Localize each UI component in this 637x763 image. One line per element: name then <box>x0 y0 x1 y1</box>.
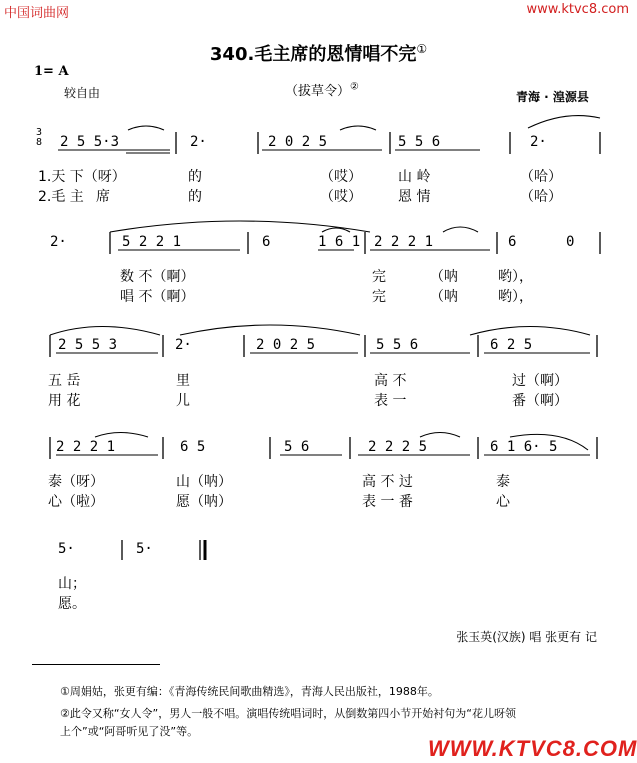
performer-credit: 张玉英(汉族) 唱 张更有 记 <box>456 630 597 644</box>
system-5-lyrics-verse-1 <box>0 573 637 593</box>
system-2-notes <box>0 234 637 256</box>
measure: 6 <box>508 234 517 250</box>
footnote-2: ②此令又称“女人令”，男人一般不唱。演唱传统唱词时，从倒数第四小节开始衬句为“花儿呀领 <box>60 707 516 720</box>
watermark-site-name: 中国词曲网 <box>4 6 70 21</box>
measure: 2 2 2 1 <box>56 439 116 455</box>
title-footnote-mark: ① <box>416 42 428 56</box>
system-1-notes <box>0 127 637 156</box>
lyric: 泰 <box>496 474 510 490</box>
lyric: 五 岳 <box>48 373 81 389</box>
lyric: 高 不 <box>374 373 407 389</box>
lyric: （哎） <box>320 189 362 205</box>
lyric: 哟）， <box>498 269 533 285</box>
lyric: （哈） <box>520 189 562 205</box>
system-1-lyrics-verse-1 <box>0 166 637 186</box>
lyric: （呐 <box>430 289 458 305</box>
lyric: 番（啊） <box>512 393 568 409</box>
qupai-text: （拔草令） <box>285 84 351 99</box>
lyric: 山（呐） <box>176 474 232 490</box>
lyric: 儿 <box>176 393 190 409</box>
footnote-1: ①周娟姑，张更有编：《青海传统民间歌曲精选》，青海人民出版社，1988年。 <box>60 685 439 698</box>
system-4-lyrics-verse-1 <box>0 471 637 491</box>
lyric: 心 <box>496 494 510 510</box>
measure: 0 <box>566 234 575 250</box>
qupai-footnote-mark: ② <box>350 81 359 93</box>
system-3-lyrics-verse-1 <box>0 370 637 390</box>
lyric: （呐 <box>430 269 458 285</box>
lyric: 2.毛 主 <box>38 189 84 205</box>
time-signature-bottom: 8 <box>36 137 43 148</box>
lyric: 席 <box>96 189 110 205</box>
lyric: 的 <box>188 169 202 185</box>
lyric: 山 岭 <box>398 169 431 185</box>
region-label: 青海 · 湟源县 <box>516 90 589 104</box>
time-signature <box>36 128 42 148</box>
tempo-marking: 较自由 <box>64 86 101 100</box>
measure: 2 0 2 5 <box>268 134 328 150</box>
measure: 2 2 2 1 <box>374 234 434 250</box>
measure: 2· <box>530 134 547 150</box>
measure: 2 0 2 5 <box>256 337 316 353</box>
lyric: 表 一 <box>374 393 407 409</box>
watermark-url: www.ktvc8.com <box>526 2 629 17</box>
lyric: 完 <box>372 289 386 305</box>
lyric: 过（啊） <box>512 373 568 389</box>
system-3-lyrics-verse-2 <box>0 390 637 410</box>
measure: 5 5 6 <box>398 134 441 150</box>
lyric: （哈） <box>520 169 562 185</box>
measure: 5 2 2 1 <box>122 234 182 250</box>
measure: 6 2 5 <box>490 337 533 353</box>
lyric: 里 <box>176 373 190 389</box>
measure: 2· <box>50 234 67 250</box>
measure: 5· <box>136 541 153 557</box>
key-signature: 1= A <box>34 64 69 79</box>
measure: 5· <box>58 541 75 557</box>
song-title-text: 340.毛主席的恩情唱不完 <box>209 44 417 65</box>
lyric: 1.天 下（呀） <box>38 169 126 185</box>
lyric: 的 <box>188 189 202 205</box>
lyric: 数 不（啊） <box>120 269 195 285</box>
measure: 2 5 5 3 <box>58 337 118 353</box>
measure: 6 5 <box>180 439 206 455</box>
lyric: 愿。 <box>58 596 86 612</box>
measure: 2 5 5·3 <box>60 134 120 150</box>
system-1-lyrics-verse-2 <box>0 186 637 206</box>
lyric: 完 <box>372 269 386 285</box>
footnote-divider <box>32 664 160 665</box>
measure: 2 2 2 5 <box>368 439 428 455</box>
lyric: 高 不 过 <box>362 474 413 490</box>
lyric: 哟）， <box>498 289 533 305</box>
system-4-notes <box>0 439 637 461</box>
watermark-url-bottom: WWW.KTVC8.COM <box>428 736 637 761</box>
lyric: 表 一 番 <box>362 494 413 510</box>
measure: 5 6 <box>284 439 310 455</box>
system-5-notes <box>0 541 637 563</box>
measure: 1 6 1 <box>318 234 361 250</box>
lyric: 愿（呐） <box>176 494 232 510</box>
system-5-lyrics-verse-2 <box>0 593 637 613</box>
time-signature-top: 3 <box>36 127 43 138</box>
lyric: 唱 不（啊） <box>120 289 195 305</box>
measure: 6 <box>262 234 271 250</box>
system-3-notes <box>0 337 637 359</box>
system-2-lyrics-verse-1 <box>0 266 637 286</box>
system-2-lyrics-verse-2 <box>0 286 637 306</box>
system-4-lyrics-verse-2 <box>0 491 637 511</box>
measure: 2· <box>190 134 207 150</box>
lyric: 用 花 <box>48 393 81 409</box>
lyric: （哎） <box>320 169 362 185</box>
measure: 2· <box>175 337 192 353</box>
lyric: 泰（呀） <box>48 474 104 490</box>
lyric: 心（啦） <box>48 494 104 510</box>
measure: 5 5 6 <box>376 337 419 353</box>
footnote-2-continued: 上个”或“阿哥听见了没”等。 <box>60 725 199 738</box>
measure: 6 1 6· 5 <box>490 439 558 455</box>
lyric: 恩 情 <box>398 189 431 205</box>
lyric: 山； <box>58 576 86 592</box>
